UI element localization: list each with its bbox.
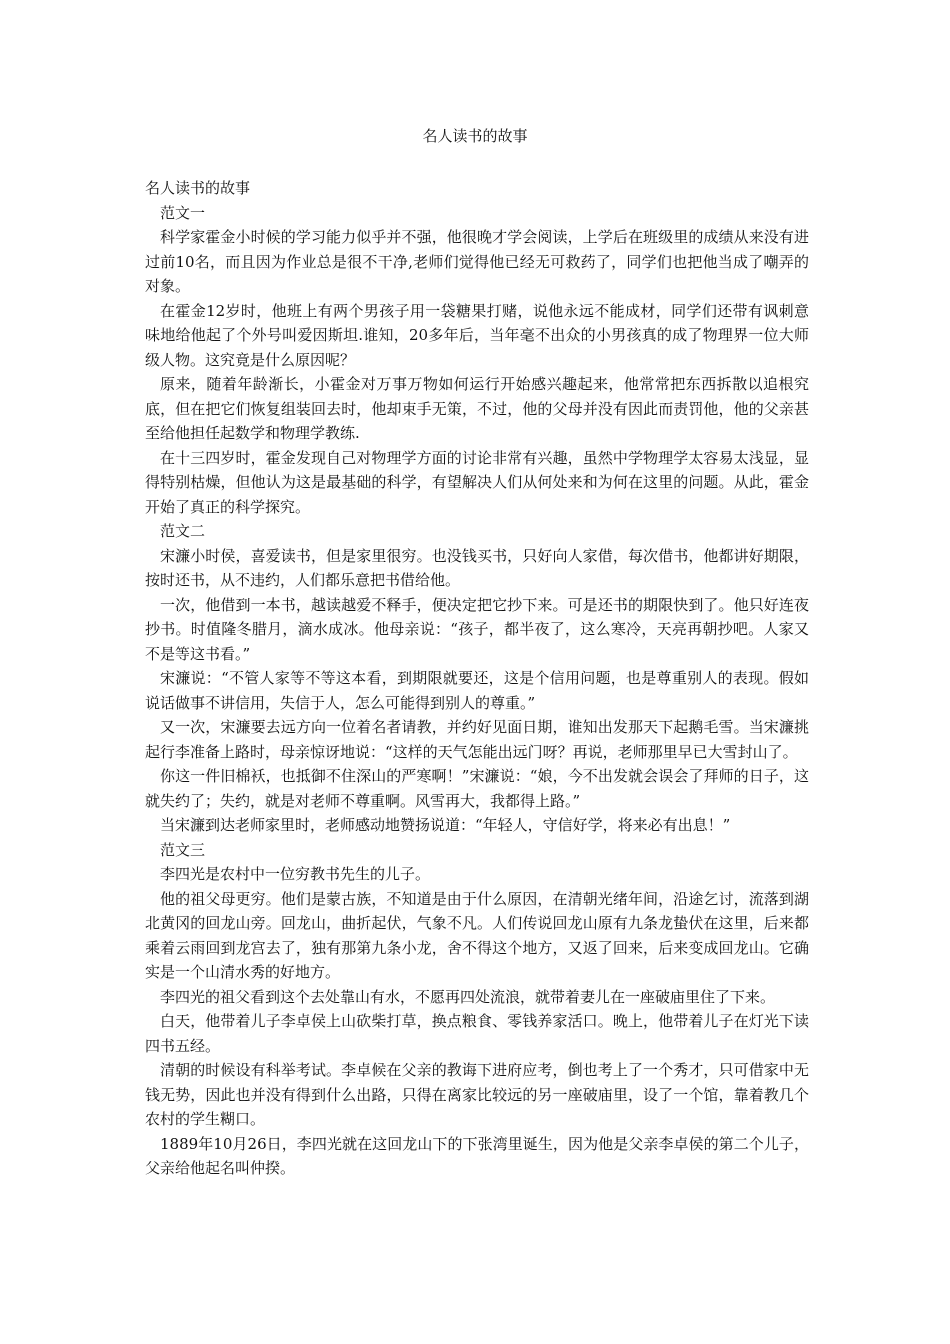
paragraph: 他的祖父母更穷。他们是蒙古族，不知道是由于什么原因，在清朝光绪年间，沿途乞讨，流落到湖北黄冈的回龙山旁。回龙山，曲折起伏，气象不凡。人们传说回龙山原有九条龙蛰伏在这里，后来都乘着云雨回到龙宫去了，独有那第九条小龙，舍不得这个地方，又返了回来，后来变成回龙山。它确实是一个山清水秀的好地方。 (145, 889, 809, 981)
section-label: 范文二 (160, 522, 206, 540)
paragraph: 一次，他借到一本书，越读越爱不释手，便决定把它抄下来。可是还书的期限快到了。他只好连夜抄书。时值隆冬腊月，滴水成冰。他母亲说：“孩子，都半夜了，这么寒冷，天亮再朝抄吧。人家又不是等这书看。” (145, 595, 809, 663)
document-title: 名人读书的故事 (422, 127, 528, 145)
document-body (145, 176, 809, 1181)
section-label: 范文三 (160, 840, 206, 859)
paragraph: 在十三四岁时，霍金发现自己对物理学方面的讨论非常有兴趣，虽然中学物理学太容易太浅显，显得特别枯燥，但他认为这是最基础的科学，有望解决人们从何处来和为何在这里的问题。从此，霍金开始了真正的科学探究。 (145, 448, 809, 516)
paragraph: 1889年10月26日，李四光就在这回龙山下的下张湾里诞生，因为他是父亲李卓侯的第二个儿子，父亲给他起名叫仲揆。 (145, 1134, 809, 1177)
paragraph: 在霍金12岁时，他班上有两个男孩子用一袋糖果打赌，说他永远不能成材，同学们还带有讽刺意味地给他起了个外号叫爱因斯坦.谁知，20多年后，当年毫不出众的小男孩真的成了物理界一位大师级人物。这究竟是什么原因呢？ (145, 301, 809, 369)
paragraph: 你这一件旧棉袄，也抵御不住深山的严寒啊！”宋濂说：“娘，今不出发就会误会了拜师的日子，这就失约了；失约，就是对老师不尊重啊。风雪再大，我都得上路。” (145, 767, 809, 810)
paragraph: 原来，随着年龄渐长，小霍金对万事万物如何运行开始感兴趣起来，他常常把东西拆散以追根究底，但在把它们恢复组装回去时，他却束手无策，不过，他的父母并没有因此而责罚他，他的父亲甚至给他担任起数学和物理学教练. (145, 375, 809, 442)
paragraph: 清朝的时候设有科举考试。李卓候在父亲的教诲下进府应考，倒也考上了一个秀才，只可借家中无钱无势，因此也并没有得到什么出路，只得在离家比较远的另一座破庙里，设了一个馆，靠着教几个农村的学生糊口。 (145, 1061, 809, 1128)
paragraph: 李四光的祖父看到这个去处靠山有水，不愿再四处流浪，就带着妻儿在一座破庙里住了下来。 (160, 987, 776, 1006)
paragraph: 又一次，宋濂要去远方向一位着名者请教，并约好见面日期，谁知出发那天下起鹅毛雪。当宋濂挑起行李准备上路时，母亲惊讶地说：“这样的天气怎能出远门呀？再说，老师那里早已大雪封山了。 (145, 718, 809, 761)
paragraph: 科学家霍金小时候的学习能力似乎并不强，他很晚才学会阅读，上学后在班级里的成绩从来没有进过前10名，而且因为作业总是很不干净,老师们觉得他已经无可救药了，同学们也把他当成了嘲弄的对象。 (145, 228, 809, 295)
paragraph: 当宋濂到达老师家里时，老师感动地赞扬说道：“年轻人，守信好学，将来必有出息！” (160, 816, 731, 834)
paragraph: 李四光是农村中一位穷教书先生的儿子。 (160, 865, 431, 883)
paragraph: 宋濂小时侯，喜爱读书，但是家里很穷。也没钱买书，只好向人家借，每次借书，他都讲好期限，按时还书，从不违约，人们都乐意把书借给他。 (145, 546, 809, 589)
document-subtitle: 名人读书的故事 (145, 179, 251, 197)
section-label: 范文一 (160, 203, 206, 222)
paragraph: 宋濂说：“不管人家等不等这本看，到期限就要还，这是个信用问题，也是尊重别人的表现。假如说话做事不讲信用，失信于人，怎么可能得到别人的尊重。” (145, 669, 809, 712)
paragraph: 白天，他带着儿子李卓侯上山砍柴打草，换点粮食、零钱养家活口。晚上，他带着儿子在灯光下读四书五经。 (145, 1012, 809, 1055)
